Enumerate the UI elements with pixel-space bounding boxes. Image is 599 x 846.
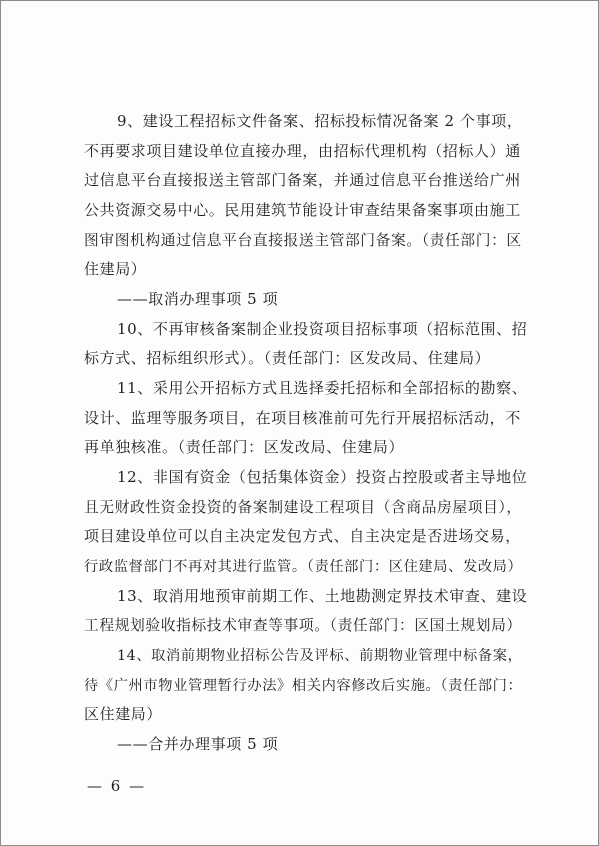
item12-line-1: 12、非国有资金（包括集体资金）投资占控股或者主导地位 [117, 468, 528, 486]
item11-line-1: 11、采用公开招标方式且选择委托招标和全部招标的勘察、 [117, 379, 528, 397]
section-heading-merge: ——合并办理事项 5 项 [117, 735, 279, 753]
page-number: — 6 — [87, 777, 147, 795]
item12-line-4: 行政监督部门不再对其进行监管。（责任部门：区住建局、发改局） [84, 559, 523, 575]
item9-line-6: 住建局） [84, 260, 147, 278]
item11-line-3: 再单独核准。（责任部门：区发改局、住建局） [84, 438, 405, 456]
item14-line-2: 待《广州市物业管理暂行办法》相关内容修改后实施。（责任部门： [84, 678, 523, 694]
item14-line-1: 14、取消前期物业招标公告及评标、前期物业管理中标备案， [117, 648, 523, 664]
item9-line-4: 公共资源交易中心。民用建筑节能设计审查结果备案事项由施工 [84, 201, 521, 219]
item9-line-1: 9、建设工程招标文件备案、招标投标情况备案 2 个事项， [117, 112, 523, 130]
item12-line-3: 项目建设单位可以自主决定发包方式、自主决定是否进场交易， [84, 527, 521, 545]
section-heading-cancel: ——取消办理事项 5 项 [117, 290, 279, 308]
item14-line-3: 区住建局） [84, 705, 163, 723]
item10-line-1: 10、不再审核备案制企业投资项目招标事项（招标范围、招 [117, 320, 528, 338]
item9-line-2: 不再要求项目建设单位直接办理，由招标代理机构（招标人）通 [84, 142, 521, 160]
item10-line-2: 标方式、招标组织形式）。（责任部门：区发改局、住建局） [84, 349, 491, 367]
item9-line-3: 过信息平台直接报送主管部门备案，并通过信息平台推送给广州 [84, 171, 521, 189]
item13-line-1: 13、取消用地预审前期工作、土地勘测定界技术审查、建设 [117, 587, 528, 605]
item9-line-5: 图审图机构通过信息平台直接报送主管部门备案。（责任部门：区 [84, 232, 522, 249]
item13-line-2: 工程规划验收指标技术审查等事项。（责任部门：区国土规划局） [84, 617, 522, 634]
item11-line-2: 设计、监理等服务项目，在项目核准前可先行开展招标活动，不 [84, 409, 521, 427]
item12-line-2: 且无财政性资金投资的备案制建设工程项目（含商品房屋项目）， [84, 499, 522, 516]
